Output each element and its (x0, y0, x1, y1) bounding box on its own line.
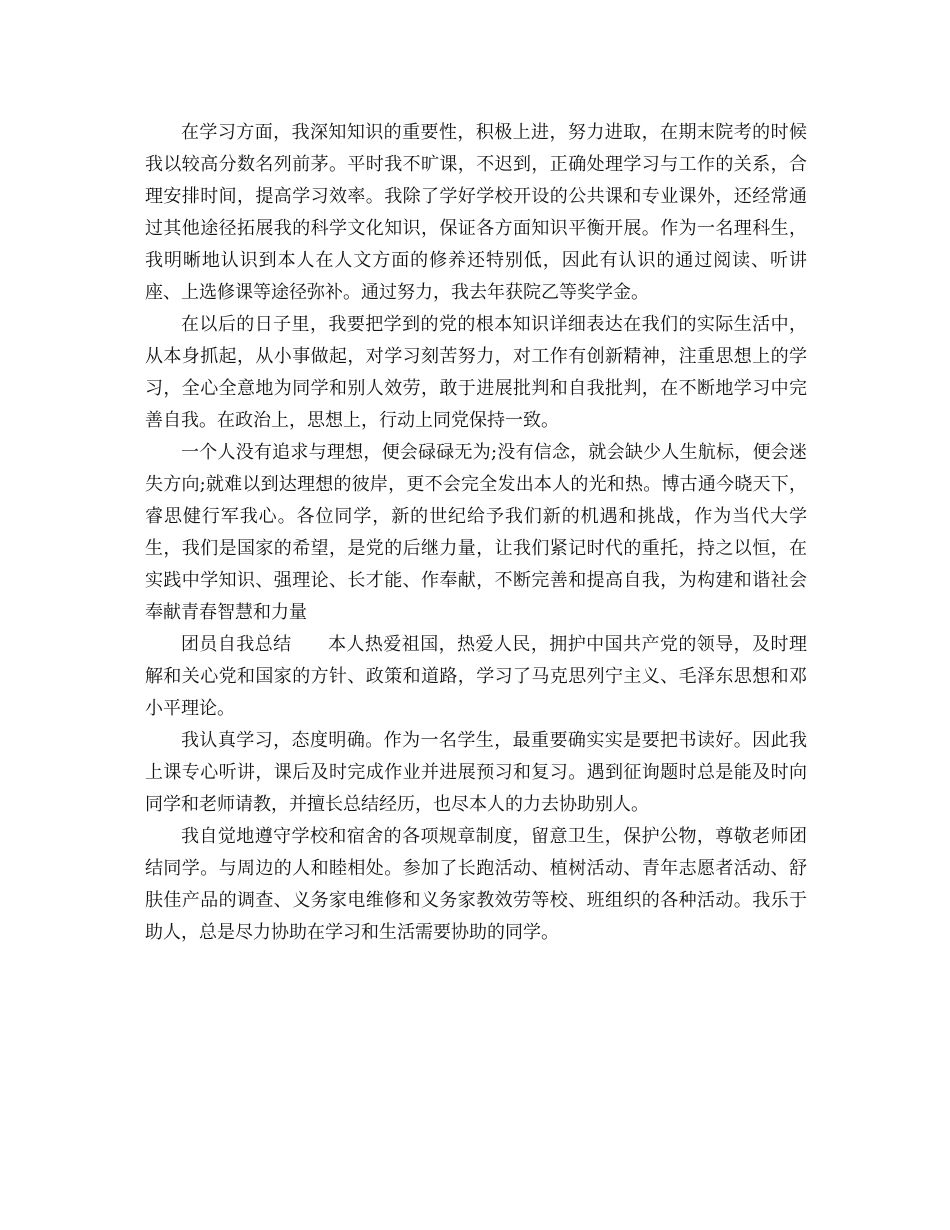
paragraph-conduct: 我自觉地遵守学校和宿舍的各项规章制度，留意卫生，保护公物，尊敬老师团结同学。与周边的人和睦相处。参加了长跑活动、植树活动、青年志愿者活动、舒肤佳产品的调查、义务家电维修和义务家教效劳等校、班组织的各种活动。我乐于助人，总是尽力协助在学习和生活需要协助的同学。 (145, 826, 807, 943)
summary-text: 本人热爱祖国，热爱人民，拥护中国共产党的领导，及时理解和关心党和国家的方针、政策和道路，学习了马克思列宁主义、毛泽东思想和邓小平理论。 (145, 634, 807, 719)
paragraph-ideals: 一个人没有追求与理想，便会碌碌无为;没有信念，就会缺少人生航标，便会迷失方向;就难以到达理想的彼岸，更不会完全发出本人的光和热。博古通今晓天下，睿思健行军我心。各位同学，新的世纪给予我们新的机遇和挑战，作为当代大学生，我们是国家的希望，是党的后继力量，让我们紧记时代的重托，持之以恒，在实践中学知识、强理论、长才能、作奉献，不断完善和提高自我，为构建和谐社会奉献青春智慧和力量 (145, 442, 807, 623)
paragraph-future: 在以后的日子里，我要把学到的党的根本知识详细表达在我们的实际生活中，从本身抓起，从小事做起，对学习刻苦努力，对工作有创新精神，注重思想上的学习，全心全意地为同学和别人效劳，敢于进展批判和自我批判，在不断地学习中完善自我。在政治上，思想上，行动上同党保持一致。 (145, 314, 807, 431)
summary-heading: 团员自我总结 (181, 634, 292, 655)
paragraph-attitude: 我认真学习，态度明确。作为一名学生，最重要确实实是要把书读好。因此我上课专心听讲，课后及时完成作业并进展预习和复习。遇到征询题时总是能及时向同学和老师请教，并擅长总结经历，也尽本人的力去协助别人。 (145, 730, 807, 815)
paragraph-study: 在学习方面，我深知知识的重要性，积极上进，努力进取，在期末院考的时候我以较高分数名列前茅。平时我不旷课，不迟到，正确处理学习与工作的关系，合理安排时间，提高学习效率。我除了学好学校开设的公共课和专业课外，还经常通过其他途径拓展我的科学文化知识，保证各方面知识平衡开展。作为一名理科生，我明晰地认识到本人在人文方面的修养还特别低，因此有认识的通过阅读、听讲座、上选修课等途径弥补。通过努力，我去年获院乙等奖学金。 (145, 122, 807, 303)
paragraph-summary (145, 629, 807, 725)
document-body (145, 117, 807, 949)
